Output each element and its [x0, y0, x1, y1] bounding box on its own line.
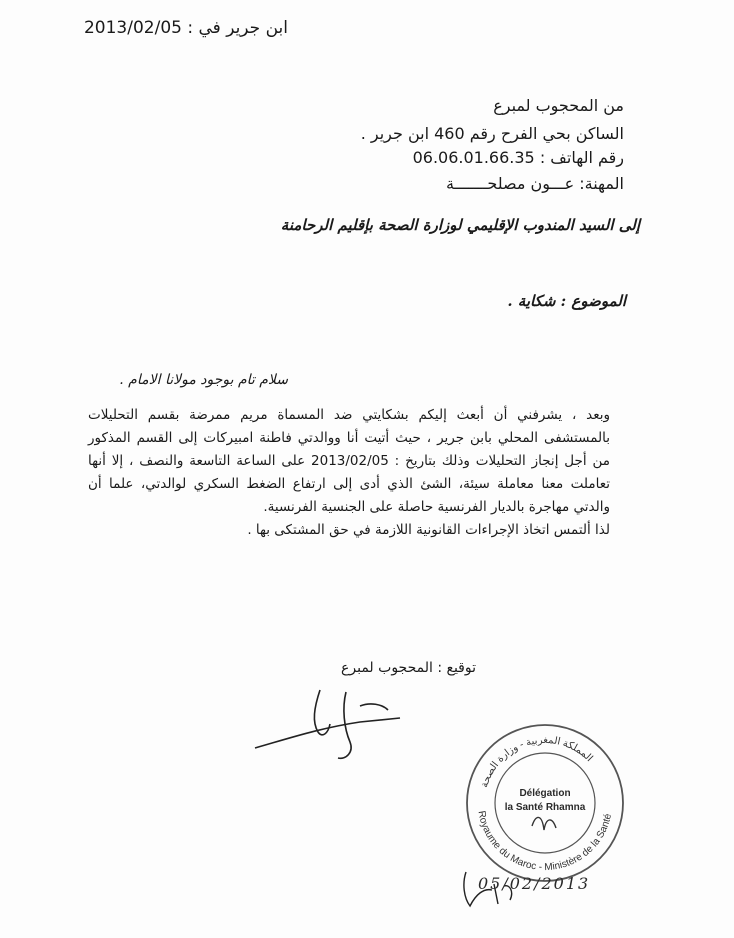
body-paragraph: وبعد ، يشرفني أن أبعث إليكم بشكايتي ضد المسماة مريم ممرضة بقسم التحليلات بالمستشفى المحلي بابن جرير ، حيث أتيت أنا ووالدتي فاطنة امبيركات إلى القسم المذكور من أجل إنجاز التحليلات وذلك بتاريخ : 2013/02/05 على الساعة التاسعة والنصف ، إلا أنها تعاملت معنا معاملة سيئة، الشئ الذي أدى إلى ارتفاع الضغط السكري لوالدتي، علما أن والدتي مهاجرة بالديار الفرنسية حاصلة على الجنسية الفرنسية. — [88, 407, 610, 515]
official-stamp — [460, 718, 630, 888]
letter-body — [88, 404, 610, 542]
sender-job: المهنة: عـــون مصلحـــــــة — [446, 174, 624, 193]
stamp-title-1: Délégation — [519, 788, 571, 799]
signature-label: توقيع : المحجوب لمبرع — [341, 660, 476, 676]
signature-scribble — [250, 688, 420, 768]
sender-phone: رقم الهاتف : 06.06.01.66.35 — [412, 148, 624, 167]
sender-name: من المحجوب لمبرع — [493, 96, 624, 115]
sender-address: الساكن بحي الفرح رقم 460 ابن جرير . — [360, 124, 624, 143]
body-paragraph: لذا ألتمس اتخاذ الإجراءات القانونية اللازمة في حق المشتكى بها . — [247, 522, 610, 538]
subject-line: الموضوع : شكاية . — [507, 292, 626, 310]
stamp-ring-top: المملكة المغربية - وزارة الصحة — [479, 734, 595, 790]
letter-date: ابن جرير في : 2013/02/05 — [83, 18, 288, 38]
stamp-title-2: la Santé Rhamna — [504, 802, 586, 813]
stamp-ring-bottom: Royaume du Maroc - Ministère de la Santé — [475, 809, 615, 874]
greeting-line: سلام تام بوجود مولانا الامام . — [119, 372, 288, 388]
handwritten-date: 05/02/2013 — [478, 874, 591, 893]
recipient-line: إلى السيد المندوب الإقليمي لوزارة الصحة بإقليم الرحامنة — [280, 216, 640, 234]
